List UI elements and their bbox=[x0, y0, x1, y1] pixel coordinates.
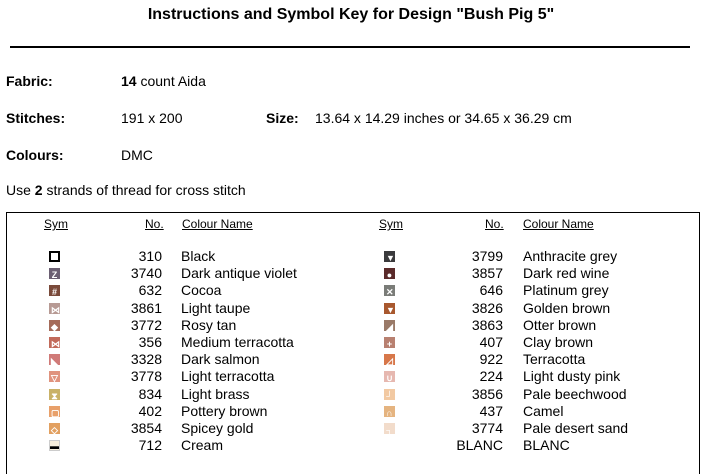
dmc-number: 402 bbox=[138, 402, 162, 419]
cross-icon: ✕ bbox=[386, 287, 394, 298]
colour-name: Medium terracotta bbox=[181, 334, 294, 350]
title-rule bbox=[10, 46, 690, 48]
colour-name: BLANC bbox=[523, 437, 570, 454]
colours-value: DMC bbox=[121, 147, 153, 163]
key-row bbox=[0, 403, 702, 420]
colour-name: Pottery brown bbox=[181, 402, 268, 419]
dmc-number: 3740 bbox=[130, 265, 162, 282]
colour-name: Terracotta bbox=[523, 351, 586, 368]
strands-text-after: strands of thread for cross stitch bbox=[42, 182, 246, 198]
colour-name: Dark red wine bbox=[523, 265, 610, 282]
stitches-value: 191 x 200 bbox=[121, 110, 183, 126]
colour-name: Otter brown bbox=[523, 316, 597, 333]
dmc-number: 712 bbox=[138, 437, 162, 454]
key-row bbox=[0, 248, 702, 265]
colour-name: Dark antique violet bbox=[181, 265, 297, 282]
fabric-type: count Aida bbox=[136, 73, 206, 89]
header-sym-right: Sym bbox=[379, 217, 403, 231]
dmc-number: BLANC bbox=[456, 437, 503, 454]
key-row bbox=[0, 282, 702, 299]
dmc-number: 224 bbox=[479, 368, 503, 385]
colour-name: Golden brown bbox=[523, 299, 611, 316]
dmc-number: 3857 bbox=[471, 265, 503, 282]
dmc-number: 834 bbox=[138, 385, 162, 402]
dmc-number: 3826 bbox=[471, 299, 503, 316]
header-name-left: Colour Name bbox=[182, 217, 253, 231]
fabric-value bbox=[121, 73, 206, 89]
hourglass-icon: ⧗ bbox=[49, 389, 60, 400]
dmc-number: 310 bbox=[138, 248, 162, 264]
dmc-number: 632 bbox=[138, 282, 162, 299]
colours-label: Colours: bbox=[6, 147, 64, 163]
cup-icon: ∪ bbox=[384, 371, 395, 382]
size-value: 13.64 x 14.29 inches or 34.65 x 36.29 cm bbox=[315, 110, 572, 126]
dmc-number: 3861 bbox=[130, 299, 162, 316]
header-no-left: No. bbox=[145, 217, 164, 231]
heart-icon: ▼ bbox=[386, 253, 395, 263]
strands-note bbox=[6, 182, 246, 198]
triangle-outline-icon: ◿ bbox=[384, 354, 395, 365]
strands-count: 2 bbox=[34, 182, 43, 198]
arch-icon: ∩ bbox=[384, 406, 395, 417]
dmc-number: 407 bbox=[479, 334, 503, 350]
dmc-number: 3799 bbox=[471, 248, 503, 264]
bowtie-icon: ⋈ bbox=[51, 304, 60, 315]
bar-icon: ▬ bbox=[50, 441, 59, 452]
colour-name: Cocoa bbox=[181, 282, 222, 299]
diamond-outline-icon: ◇ bbox=[49, 423, 60, 434]
colour-name: Light dusty pink bbox=[523, 368, 621, 385]
colour-name: Spicey gold bbox=[181, 420, 254, 436]
triangle-corner-icon: ◢ bbox=[384, 320, 395, 331]
dmc-number: 646 bbox=[479, 282, 503, 299]
colour-name: Rosy tan bbox=[181, 316, 237, 333]
colour-name: Light brass bbox=[181, 385, 250, 402]
colour-name: Platinum grey bbox=[523, 282, 609, 299]
header-sym-left: Sym bbox=[44, 217, 68, 231]
dmc-number: 3778 bbox=[130, 368, 162, 385]
size-label: Size: bbox=[266, 110, 299, 126]
triangle-corner-icon: ◣ bbox=[49, 354, 60, 365]
dmc-number: 3772 bbox=[130, 316, 162, 333]
triangle-down-icon: ▽ bbox=[49, 371, 60, 382]
corner-icon: ┐ bbox=[384, 423, 395, 434]
plus-icon: + bbox=[384, 337, 395, 348]
dmc-number: 3854 bbox=[130, 420, 162, 436]
key-row bbox=[0, 368, 702, 385]
dmc-number: 3328 bbox=[130, 351, 162, 368]
key-row bbox=[0, 386, 702, 403]
colour-name: Light terracotta bbox=[181, 368, 275, 385]
colour-name: Clay brown bbox=[523, 334, 594, 350]
dmc-number: 356 bbox=[138, 334, 162, 350]
header-name-right: Colour Name bbox=[523, 217, 594, 231]
fabric-label: Fabric: bbox=[6, 73, 53, 89]
square-icon: ▢ bbox=[51, 407, 60, 418]
colour-name: Light taupe bbox=[181, 299, 251, 316]
blank-icon bbox=[384, 440, 395, 451]
bowtie-icon: ⋈ bbox=[51, 339, 60, 349]
dmc-number: 3863 bbox=[471, 316, 503, 333]
colour-name: Pale beechwood bbox=[523, 385, 627, 402]
fabric-count: 14 bbox=[121, 73, 137, 89]
colour-name: Black bbox=[181, 248, 216, 264]
colour-name: Pale desert sand bbox=[523, 420, 629, 436]
dmc-number: 3856 bbox=[471, 385, 503, 402]
dmc-number: 3774 bbox=[471, 420, 503, 436]
key-row bbox=[0, 351, 702, 368]
z-icon: Z bbox=[49, 268, 60, 279]
corner-icon: ┘ bbox=[384, 389, 395, 400]
circle-icon: ● bbox=[384, 268, 395, 279]
key-row bbox=[0, 334, 702, 351]
key-row bbox=[0, 420, 702, 437]
page-title: Instructions and Symbol Key for Design "Bush Pig 5" bbox=[147, 6, 555, 23]
colour-name: Dark salmon bbox=[181, 351, 260, 368]
dmc-number: 437 bbox=[479, 402, 503, 419]
key-row bbox=[0, 265, 702, 282]
strands-text-before: Use bbox=[6, 182, 35, 198]
key-row bbox=[0, 317, 702, 334]
colour-name: Anthracite grey bbox=[523, 248, 618, 264]
hash-icon: # bbox=[49, 285, 60, 296]
diamond-icon: ◆ bbox=[49, 320, 60, 331]
dmc-number: 922 bbox=[479, 351, 503, 368]
colour-name: Camel bbox=[523, 402, 564, 419]
header-no-right: No. bbox=[485, 217, 504, 231]
key-row bbox=[0, 300, 702, 317]
colour-name: Cream bbox=[181, 437, 224, 454]
stitches-label: Stitches: bbox=[6, 110, 66, 126]
triangle-down-icon: ▼ bbox=[386, 304, 395, 315]
key-row bbox=[0, 437, 702, 454]
